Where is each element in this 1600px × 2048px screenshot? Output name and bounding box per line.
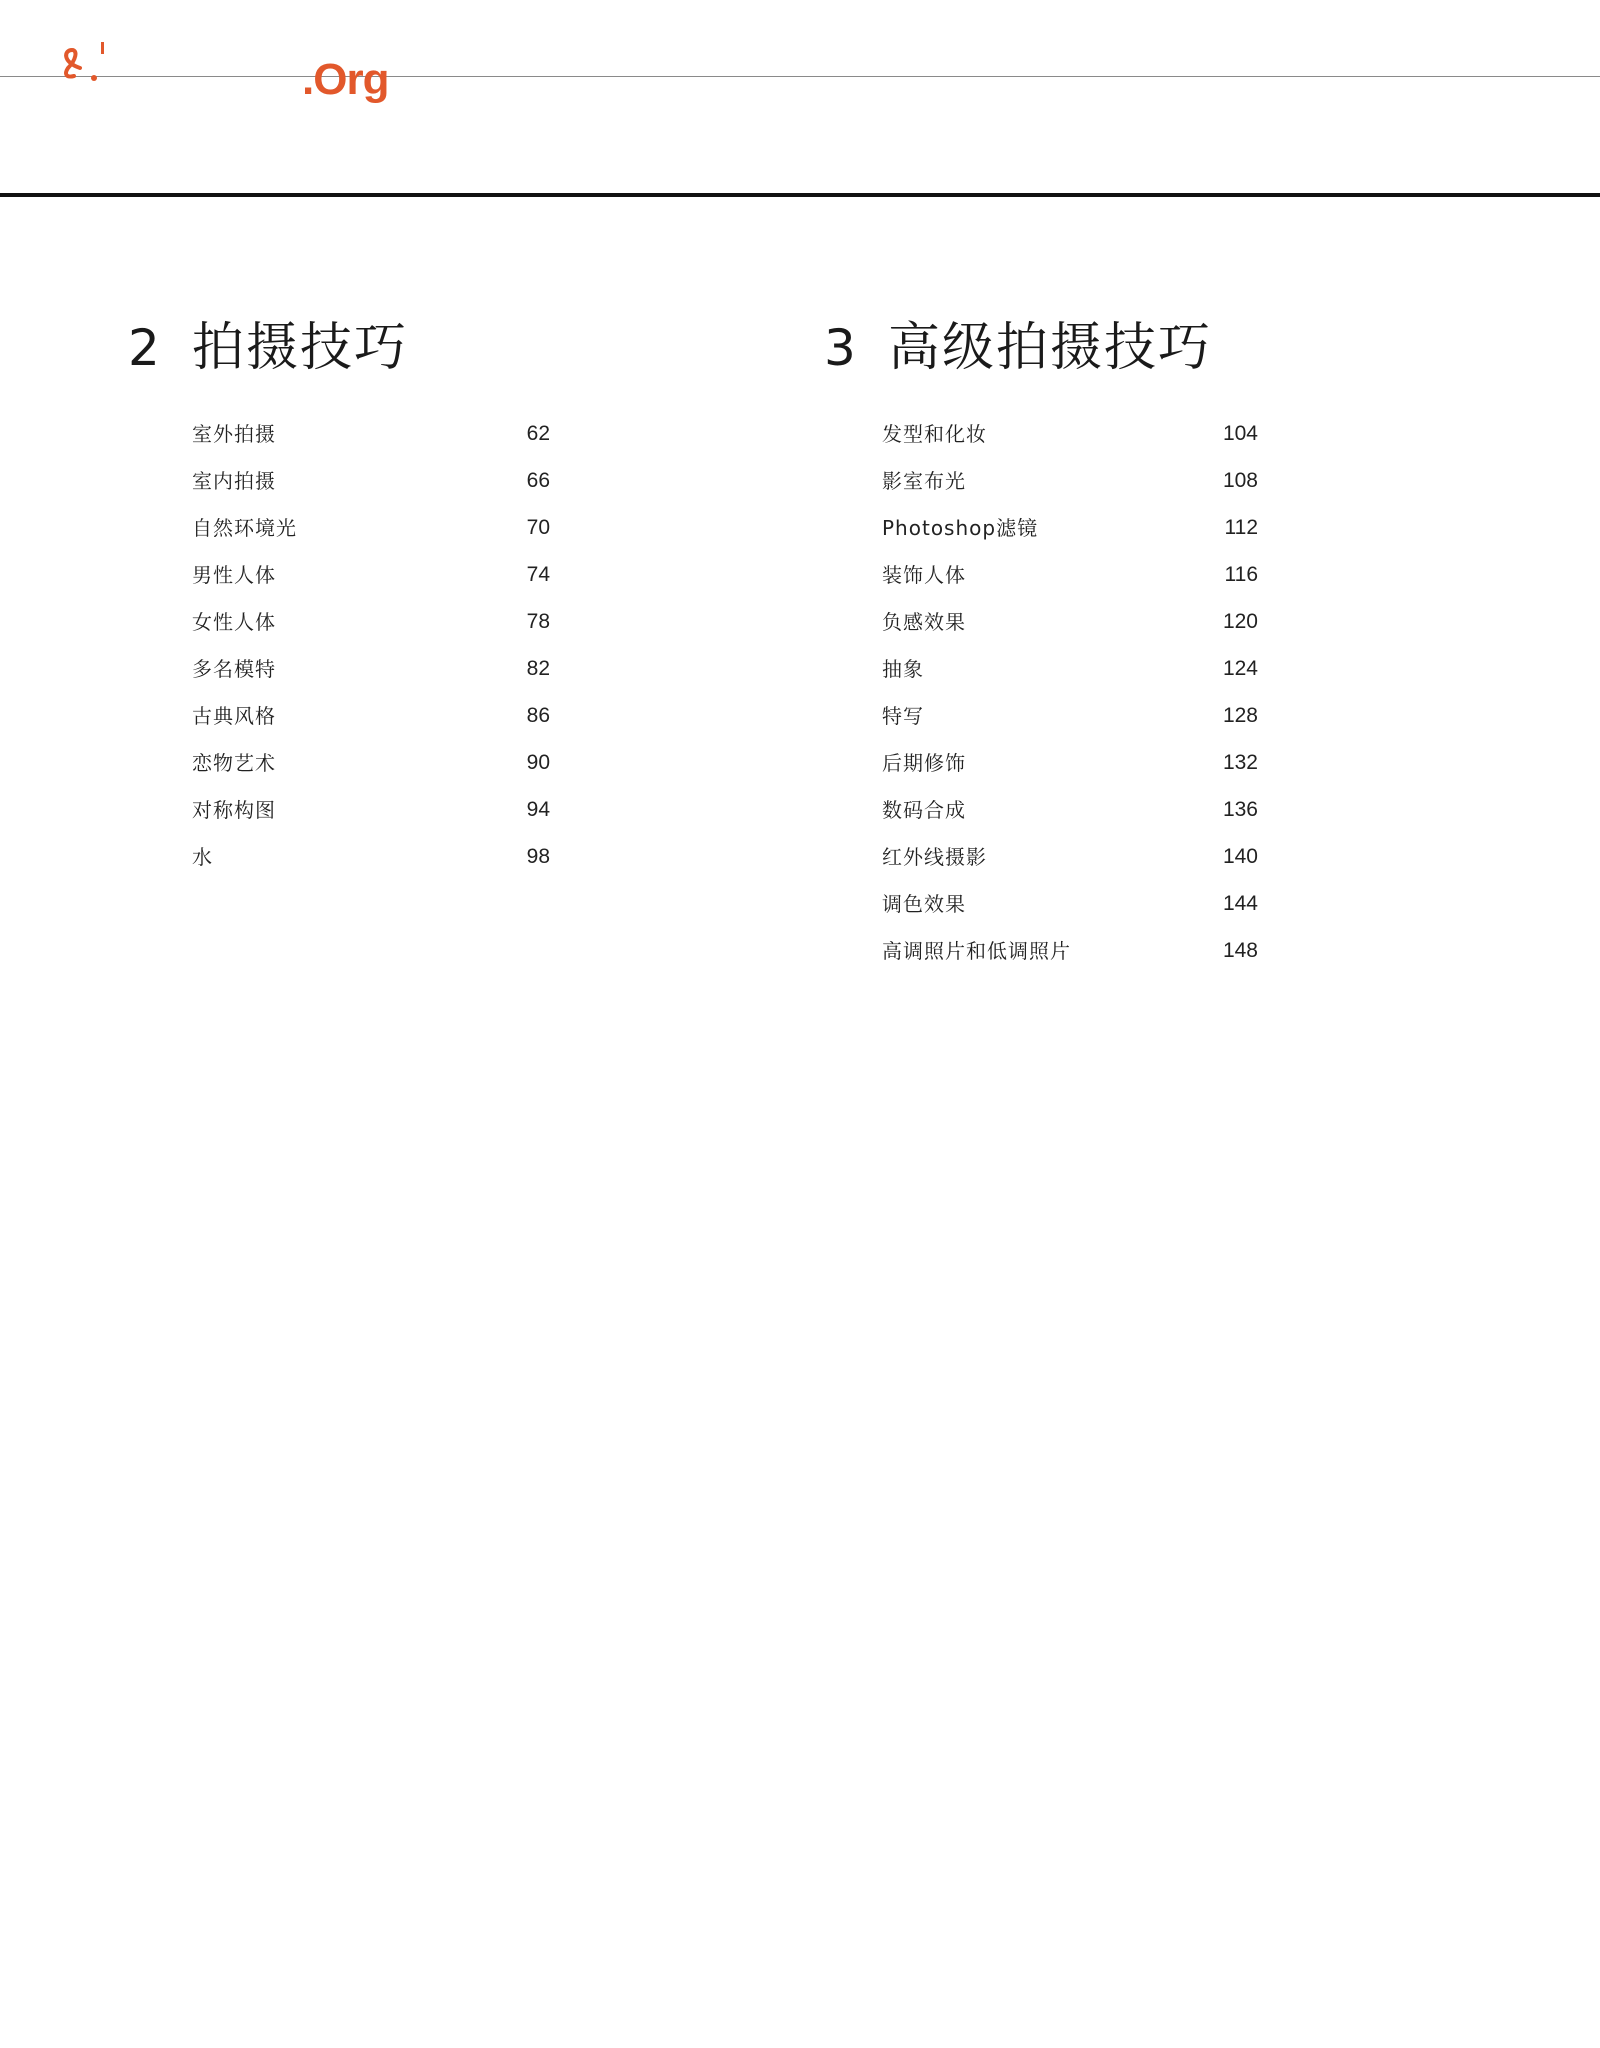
toc-entry-page: 132 [1222,751,1258,774]
section-number: 3 [824,319,856,377]
toc-entry-title: 对称构图 [192,797,276,822]
toc-entry-title: 水 [192,844,213,869]
toc-entry-page: 98 [526,845,550,868]
toc-entry-title: 室外拍摄 [192,421,276,446]
section-title: 拍摄技巧 [192,318,409,378]
toc-entry-title: Photoshop滤镜 [882,515,1039,540]
toc-entry[interactable] [192,786,550,833]
toc-entry-title: 恋物艺术 [192,750,276,775]
toc-entry-title: 室内拍摄 [192,468,276,493]
toc-entry-page: 120 [1222,610,1258,633]
toc-section-3 [824,318,1284,974]
site-logo [60,38,400,106]
toc-entry-page: 86 [526,704,550,727]
toc-entry-title: 古典风格 [192,703,276,728]
toc-entry-title: 装饰人体 [882,562,966,587]
toc-entry-title: 抽象 [882,656,924,681]
toc-section-2 [128,318,588,880]
toc-entry-page: 66 [526,469,550,492]
toc-entry-title: 影室布光 [882,468,966,493]
toc-entry-page: 104 [1222,422,1258,445]
toc-entry-page: 124 [1222,657,1258,680]
toc-entry-title: 特写 [882,703,924,728]
toc-entry-title: 红外线摄影 [882,844,987,869]
toc-entry-list [128,410,588,880]
toc-entry-page: 82 [526,657,550,680]
toc-entry-page: 78 [526,610,550,633]
toc-entry-page: 94 [526,798,550,821]
toc-entry-title: 后期修饰 [882,750,966,775]
toc-entry-page: 136 [1222,798,1258,821]
toc-entry[interactable] [882,927,1258,974]
section-heading [128,318,588,386]
header-thick-rule [0,193,1600,197]
toc-entry[interactable] [882,692,1258,739]
toc-entry-page: 90 [526,751,550,774]
toc-entry-title: 高调照片和低调照片 [882,938,1071,963]
toc-entry[interactable] [882,645,1258,692]
toc-entry-page: 148 [1222,939,1258,962]
toc-entry[interactable] [882,880,1258,927]
toc-entry-page: 128 [1222,704,1258,727]
toc-entry[interactable] [192,410,550,457]
toc-entry[interactable] [192,692,550,739]
section-number: 2 [128,319,160,377]
toc-entry[interactable] [192,598,550,645]
toc-entry[interactable] [882,504,1258,551]
toc-entry-page: 62 [526,422,550,445]
toc-entry-page: 140 [1222,845,1258,868]
toc-entry-title: 多名模特 [192,656,276,681]
toc-entry[interactable] [882,786,1258,833]
toc-entry[interactable] [192,551,550,598]
toc-entry[interactable] [882,410,1258,457]
toc-entry[interactable] [192,739,550,786]
logo-text: .Org [302,55,389,104]
toc-entry-page: 74 [526,563,550,586]
toc-entry[interactable] [882,833,1258,880]
toc-entry[interactable] [882,457,1258,504]
toc-entry-page: 116 [1224,563,1258,586]
toc-entry-page: 70 [526,516,550,539]
toc-entry[interactable] [882,739,1258,786]
toc-entry-title: 负感效果 [882,609,966,634]
toc-entry-title: 调色效果 [882,891,966,916]
toc-entry-page: 112 [1224,516,1258,539]
toc-entry[interactable] [192,504,550,551]
section-heading [824,318,1284,386]
toc-entry-title: 女性人体 [192,609,276,634]
toc-entry-title: 男性人体 [192,562,276,587]
section-title: 高级拍摄技巧 [888,318,1213,378]
toc-entry-title: 自然环境光 [192,515,297,540]
toc-entry-page: 144 [1222,892,1258,915]
toc-entry-list [824,410,1284,974]
toc-entry-page: 108 [1222,469,1258,492]
toc-entry[interactable] [192,833,550,880]
toc-entry[interactable] [882,598,1258,645]
toc-entry[interactable] [192,457,550,504]
toc-entry-title: 数码合成 [882,797,966,822]
logo-swirl-icon [60,38,180,106]
toc-entry[interactable] [882,551,1258,598]
toc-entry[interactable] [192,645,550,692]
toc-entry-title: 发型和化妆 [882,421,987,446]
